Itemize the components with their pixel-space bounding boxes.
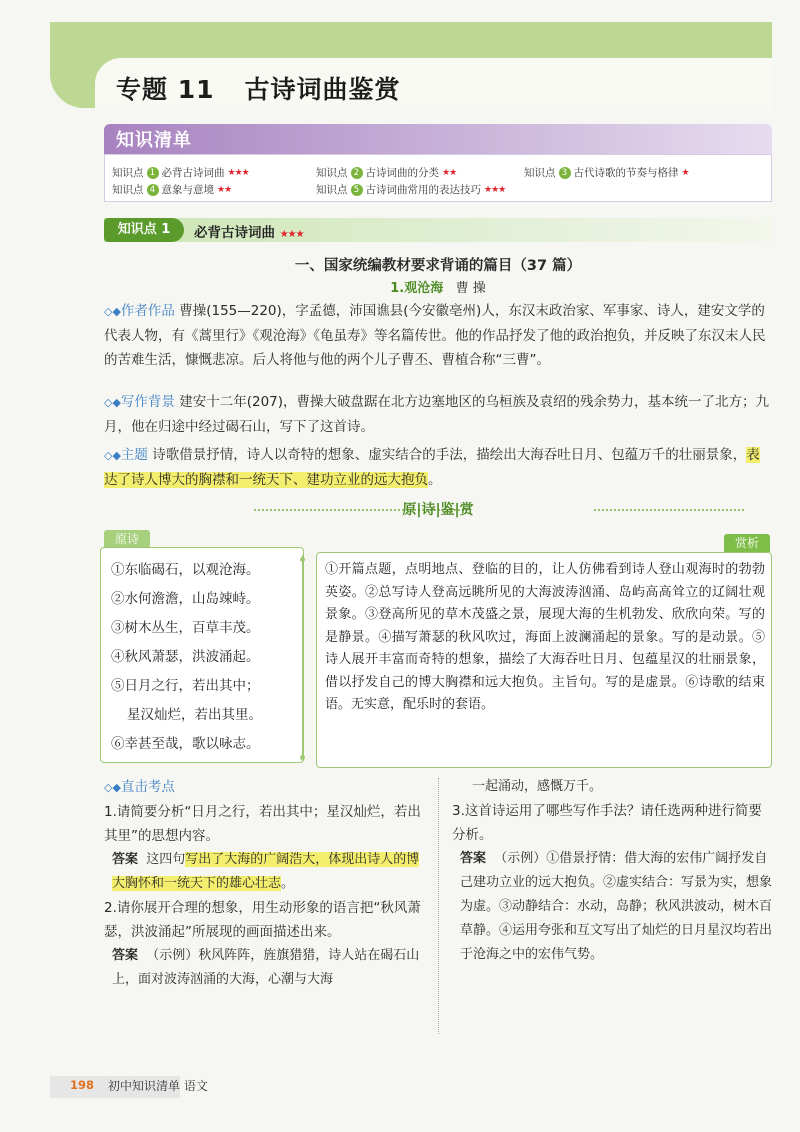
poem-line: ④秋风萧瑟，洪波涌起。 (111, 649, 260, 665)
star-rating-icon: ★★★ (227, 167, 249, 178)
star-rating-icon: ★★★ (279, 229, 304, 240)
number-badge: 5 (351, 184, 363, 196)
poem-line: ③树木丛生，百草丰茂。 (111, 620, 260, 636)
connector-dot (300, 557, 305, 562)
knowledge-list-bar (104, 124, 772, 154)
heading-required-list: 一、国家统编教材要求背诵的篇目（37 篇） (294, 258, 582, 274)
section-tag: 知识点 1 (104, 218, 184, 242)
poem-box (100, 547, 304, 763)
exam-left-column (104, 775, 424, 992)
star-rating-icon: ★★ (442, 167, 457, 178)
knowledge-item-1[interactable]: 知识点 1 必背古诗词曲 ★★★ (112, 167, 249, 179)
number-badge: 3 (559, 167, 571, 179)
answer-2: 答案 （示例）秋风阵阵，旌旗猎猎，诗人站在碣石山上，面对波涛汹涌的大海，心潮与大海 (112, 948, 420, 987)
divider-text: 原|诗|鉴|赏 (402, 502, 474, 518)
background-label: ◇◆写作背景 (104, 394, 175, 410)
author-work-paragraph: ◇◆作者作品 曹操(155—220)，字孟德，沛国谯县(今安徽亳州)人，东汉末政治家、军事家、诗人，建安文学的代表人物，有《蒿里行》《观沧海》《龟虽寿》等名篇传世。他的作品抒发了他的政治抱负，并反映了东汉末人民的苦难生活，慷慨悲凉。后人将他与他的两个儿子曹丕、曹植合称“三曹”。 (104, 303, 766, 368)
poem-tag: 原诗 (104, 530, 150, 548)
knowledge-item-3[interactable]: 知识点 3 古代诗歌的节奏与格律 ★ (524, 167, 689, 179)
topic-title: 古诗词曲鉴赏 (244, 75, 401, 104)
knowledge-item-4[interactable]: 知识点 4 意象与意境 ★★ (112, 184, 232, 196)
page-title (116, 70, 401, 106)
author-work-label: ◇◆作者作品 (104, 303, 175, 319)
knowledge-list-title: 知识清单 (116, 130, 192, 151)
poem-line: ②水何澹澹，山岛竦峙。 (111, 591, 260, 607)
connector-dot (300, 755, 305, 760)
theme-paragraph: ◇◆主题 诗歌借景抒情，诗人以奇特的想象、虚实结合的手法，描绘出大海吞吐日月、包蕴万千的壮丽景象，表达了诗人博大的胸襟和一统天下、建功立业的远大抱负。 (104, 447, 760, 488)
star-rating-icon: ★ (681, 167, 689, 178)
star-rating-icon: ★★ (217, 184, 232, 195)
answer-2-continued: 一起涌动，感慨万千。 (472, 779, 603, 794)
section-title: 必背古诗词曲 ★★★ (194, 225, 304, 241)
theme-highlight: 表达了诗人博大的胸襟和一统天下、建功立业的远大抱负 (104, 447, 760, 488)
poem-title: 1.观沧海 (390, 281, 444, 296)
knowledge-item-5[interactable]: 知识点 5 古诗词曲常用的表达技巧 ★★★ (316, 184, 506, 196)
connector-line (302, 555, 317, 761)
star-rating-icon: ★★★ (484, 184, 506, 195)
page-number: 198 (70, 1078, 95, 1092)
question-3: 3.这首诗运用了哪些写作手法？请任选两种进行简要分析。 (452, 803, 762, 843)
knowledge-item-2[interactable]: 知识点 2 古诗词曲的分类 ★★ (316, 167, 457, 179)
diamond-icon: ◇◆ (104, 449, 121, 462)
column-separator (438, 778, 439, 1034)
question-2: 2.请你展开合理的想象，用生动形象的语言把“秋风萧瑟，洪波涌起”所展现的画面描述出来。 (104, 900, 421, 940)
exam-right-column (452, 775, 772, 967)
diamond-icon: ◇◆ (104, 781, 121, 794)
poem-line: ⑤日月之行，若出其中； (111, 678, 260, 694)
analysis-text: ①开篇点题，点明地点、登临的目的，让人仿佛看到诗人登山观海时的勃勃英姿。②总写诗人登高远眺所见的大海波涛汹涌、岛屿高高耸立的辽阔壮观景象。③登高所见的草木茂盛之景，展现大海的生机勃发、欣欣向荣。写的是静景。④描写萧瑟的秋风吹过，海面上波澜涌起的景象。写的是动景。⑤诗人展开丰富而奇特的想象，描绘了大海吞吐日月、包蕴星汉的壮丽景象，借以抒发自己的博大胸襟和远大抱负。主旨句。写的是虚景。⑥诗歌的结束语。无实意，配乐时的套语。 (325, 562, 765, 712)
section-divider (104, 499, 772, 519)
background-paragraph: ◇◆写作背景 建安十二年(207)，曹操大破盘踞在北方边塞地区的乌桓族及袁绍的残余势力，基本统一了北方；九月，他在归途中经过碣石山，写下了这首诗。 (104, 394, 770, 435)
number-badge: 2 (351, 167, 363, 179)
poem-author: 曹 操 (455, 281, 486, 296)
book-title: 初中知识清单 语文 (108, 1079, 208, 1093)
number-badge: 4 (147, 184, 159, 196)
analysis-tag: 赏析 (724, 534, 770, 552)
analysis-box (316, 552, 772, 768)
diamond-icon: ◇◆ (104, 396, 121, 409)
theme-label: ◇◆主题 (104, 447, 148, 463)
diamond-icon: ◇◆ (104, 305, 121, 318)
question-1: 1.请简要分析“日月之行，若出其中；星汉灿烂，若出其里”的思想内容。 (104, 804, 421, 844)
answer-1: 答案 这四句写出了大海的广阔浩大，体现出诗人的博大胸怀和一统天下的雄心壮志。 (112, 852, 420, 891)
poem-heading (104, 277, 772, 296)
poem-line: ⑥幸甚至哉，歌以咏志。 (111, 736, 260, 752)
number-badge: 1 (147, 167, 159, 179)
topic-number: 专题 11 (116, 75, 215, 104)
poem-line: ①东临碣石，以观沧海。 (111, 562, 260, 578)
answer-1-highlight: 写出了大海的广阔浩大，体现出诗人的博大胸怀和一统天下的雄心壮志 (112, 852, 420, 891)
poem-line: 星汉灿烂，若出其里。 (127, 707, 262, 723)
exam-label: ◇◆直击考点 (104, 779, 175, 795)
answer-3: 答案 （示例）①借景抒情：借大海的宏伟广阔抒发自己建功立业的远大抱负。②虚实结合：写景为实，想象为虚。③动静结合：水动，岛静；秋风洪波动，树木百草静。④运用夸张和互文写出了灿烂的日月星汉均若出于沧海之中的宏伟气势。 (460, 851, 773, 962)
